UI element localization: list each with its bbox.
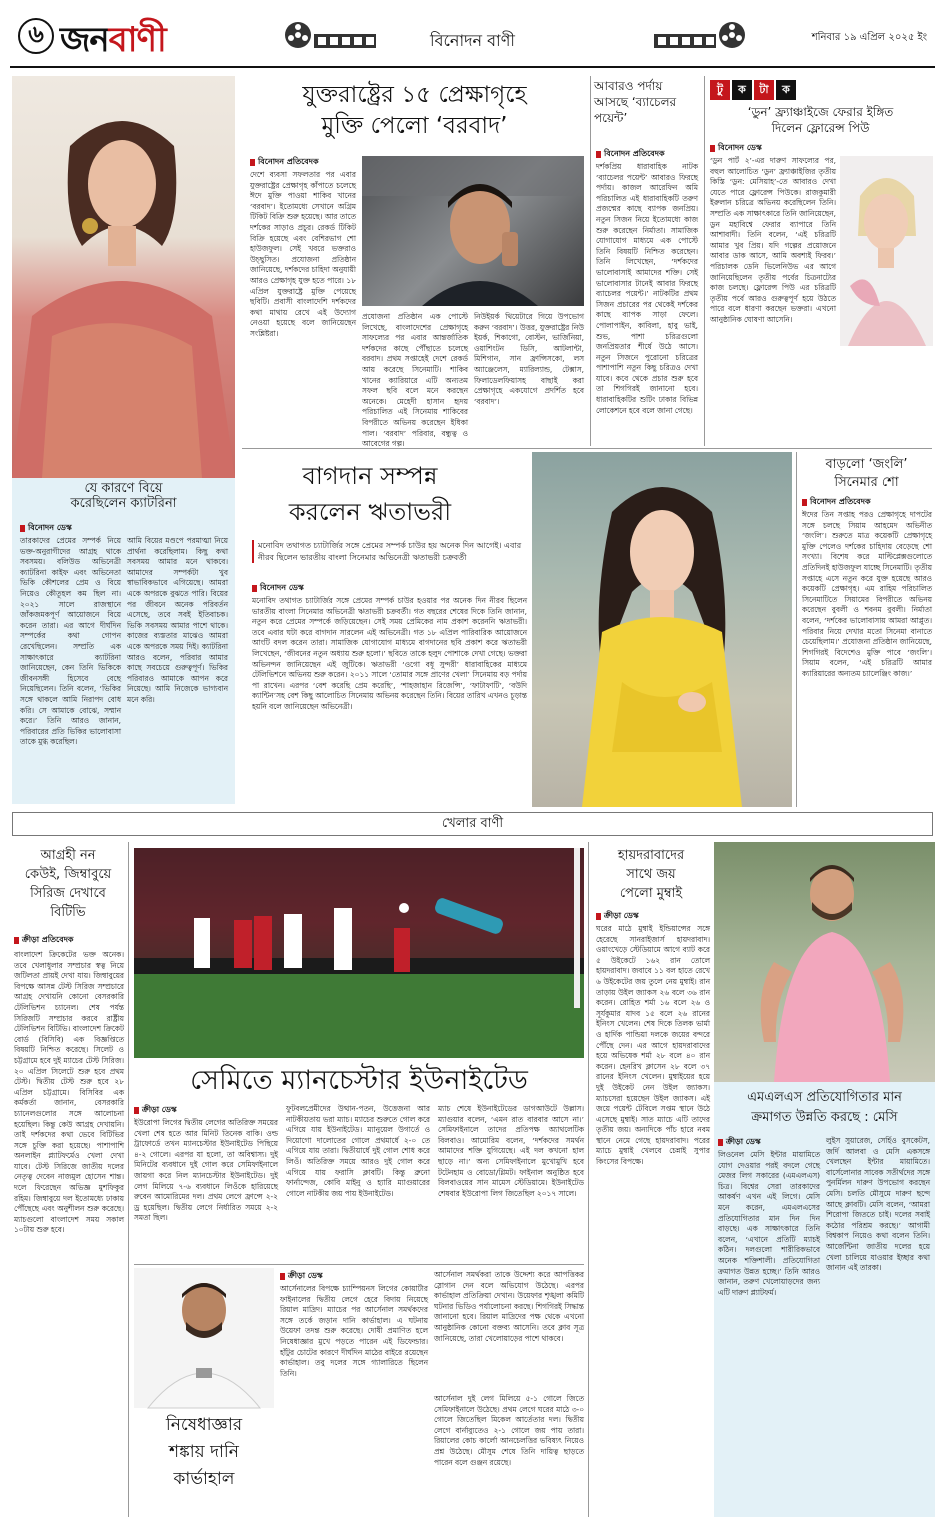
messi-headline — [718, 1088, 931, 1128]
katrina-headline — [18, 482, 229, 512]
borbad-col2: প্রযোজনা প্রতিষ্ঠান এক পোস্টে লিখেছে, বাংলাদেশের প্রেক্ষাগৃহে সাফল্যের পর এবার আন্তর্জাতিক দর্শকদের কাছে পৌঁছাতে চলেছে বরবাদ। প্রথম সপ্তাহেই দেশে রেকর্ড আয় করেছে সিনেমাটি। শাকিব খানের ক্যারিয়ারে এটি অন্যতম সফল ছবি বলে মনে করছেন অনেকে। মেহেদী হাসান হৃদয় পরিচালিত এই সিনেমায় শাকিবের বিপরীতে অভিনয় করেছেন ইধিকা পাল। ‘বরবাদ’ পরিবার, বন্ধুত্ব ও আবেগের গল্প। — [362, 312, 468, 449]
tag-letter: টা — [754, 80, 774, 100]
mumbai-headline-line3: পেলো মুম্বাই — [619, 886, 683, 901]
dune-headline — [708, 104, 933, 136]
jongli-body: ঈদের তিন সপ্তাহ পরও প্রেক্ষাগৃহে দাপটের সঙ্গে চলছে সিয়াম আহমেদ অভিনীত ‘জংলি’। শুরুতে মাত্র কয়েকটি প্রেক্ষাগৃহে মুক্তি পেলেও দর্শকের চাহিদায় বেড়েছে শো সংখ্যা। বিশেষ করে মাল্টিপ্লেক্সগুলোতে প্রতিদিনই হাউজফুল যাচ্ছে সিনেমাটি। তৃতীয় সপ্তাহে এসে নতুন করে যুক্ত হয়েছে আরও কয়েকটি প্রেক্ষাগৃহ। এম রাহিম পরিচালিত সিনেমাটিতে সিয়ামের বিপরীতে অভিনয় করেছেন বুবলী ও শবনম বুবলী। নির্মাতা বলেন, ‘দর্শকের ভালোবাসায় আমরা আপ্লুত। পরিবার নিয়ে দেখার মতো সিনেমা বানাতে চেয়েছিলাম।’ প্রযোজনা প্রতিষ্ঠান জানিয়েছে, শিগগিরই বিদেশেও মুক্তি পাবে ‘জংলি’। সিয়াম বলেন, ‘এই চরিত্রটি আমার ক্যারিয়ারের অন্যতম চ্যালেঞ্জিং কাজ।’ — [802, 510, 932, 678]
zim-byline: ক্রীড়া প্রতিবেদক — [14, 934, 74, 947]
column-rule — [704, 76, 705, 446]
united-byline: ক্রীড়া ডেস্ক — [134, 1104, 177, 1117]
column-rule — [796, 452, 797, 807]
ritabhari-headline-line1: বাগদান সম্পন্ন — [302, 462, 438, 490]
tag-letter: ক — [732, 80, 752, 100]
logo-part-b: বাণী — [108, 20, 166, 60]
mumbai-headline-line2: সাথে জয় — [626, 867, 676, 882]
messi-headline-line1: এমএলএস প্রতিযোগিতার মান — [747, 1090, 902, 1105]
column-rule — [128, 842, 129, 1517]
zim-headline — [12, 846, 124, 922]
katrina-photo — [12, 76, 235, 478]
mumbai-headline — [592, 846, 710, 903]
tag-letter: ক — [776, 80, 796, 100]
jongli-headline-line1: বাড়লো ‘জংলি’ — [825, 457, 908, 472]
carvajal-col2: আর্সেনাল সমর্থকরা তাকে উদ্দেশ্য করে আপত্তিকর স্লোগান দেন বলে অভিযোগ উঠেছে। এরপর কার্ভাহাল প্রতিক্রিয়া দেখান। উয়েফার শৃঙ্খলা কমিটি ঘটনার ভিডিও পর্যালোচনা করছে। শিগগিরই সিদ্ধান্ত জানানো হবে। রিয়াল মাদ্রিদের পক্ষ থেকে এখনো আনুষ্ঠানিক কোনো বক্তব্য আসেনি। তবে ক্লাব সূত্র জানিয়েছে, তারা খেলোয়াড়ের পাশে থাকবে। — [434, 1270, 584, 1343]
carvajal-col3: আর্সেনাল দুই লেগ মিলিয়ে ৫-১ গোলে জিতে সেমিফাইনালে উঠেছে। প্রথম লেগে ঘরের মাঠে ৩-০ গোলে জিতেছিল মিকেল আর্তেতার দল। দ্বিতীয় লেগে বার্নাব্যুতেও ২-১ গোলে জয় পায় তারা। রিয়ালের কোচ কার্লো আনচেলত্তির ভবিষ্যৎ নিয়েও প্রশ্ন উঠেছে। মৌসুম শেষে তিনি দায়িত্ব ছাড়তে পারেন বলে গুঞ্জন রয়েছে। — [434, 1394, 584, 1467]
katrina-headline-line1: যে কারণে বিয়ে — [84, 481, 163, 496]
carvajal-headline-line1: নিষেধাজ্ঞার — [165, 1415, 243, 1435]
ritabhari-headline — [250, 458, 490, 530]
carvajal-article — [134, 1268, 584, 1517]
dune-body: ‘ডুন পার্ট ২’-এর দারুণ সাফল্যের পর, বহুল আলোচিত ‘ডুন’ ফ্র্যাঞ্চাইজির তৃতীয় কিস্তি ‘ডুন: মেসিয়াহ’-তে আবারও দেখা যেতে পারে ফ্লোরেন্স পিউকে। রাজকুমারী ইরুলান চরিত্রে অভিনয় করেছিলেন তিনি। সম্প্রতি এক সাক্ষাৎকারে তিনি জানিয়েছেন, ডুন মহাবিশ্বে ফেরার ব্যাপারে তিনি আশাবাদী। তিনি বলেন, ‘এই চরিত্রটি আমার খুব প্রিয়। যদি গল্পের প্রয়োজনে আবার ডাক আসে, আমি অবশ্যই ফিরব।’ পরিচালক ডেনি ভিলেনিউভ এর আগে জানিয়েছিলেন তৃতীয় পর্বের চিত্রনাট্যের কাজ চলছে। ফ্লোরেন্স পিউ এর চরিত্রটি তৃতীয় পর্বে আরও গুরুত্বপূর্ণ হয়ে উঠতে পারে বলে ধারণা করছেন ভক্তরা। এখনো আনুষ্ঠানিক ঘোষণা আসেনি। — [710, 156, 836, 324]
shakib-photo — [362, 156, 584, 306]
mumbai-byline: ক্রীড়া ডেস্ক — [596, 910, 639, 923]
carvajal-headline-line3: কার্ভাহাল — [173, 1469, 235, 1489]
florence-pugh-photo — [840, 156, 933, 346]
tuktak-tag — [710, 80, 796, 100]
katrina-article — [12, 478, 235, 804]
sports-section-header — [12, 812, 933, 836]
zim-headline-line4: বিটিভি — [50, 905, 86, 920]
messi-headline-line2: ক্রমাগত উন্নতি করছে : মেসি — [751, 1110, 898, 1125]
messi-article — [714, 842, 935, 1517]
borbad-headline-line1: যুক্তরাষ্ট্রের ১৫ প্রেক্ষাগৃহে — [302, 82, 527, 108]
bachelor-article — [594, 76, 700, 446]
carvajal-byline: ক্রীড়া ডেস্ক — [280, 1270, 323, 1283]
borbad-headline-line2: মুক্তি পেলো ‘বরবাদ’ — [321, 113, 508, 139]
mumbai-article — [592, 842, 710, 1517]
bachelor-headline-line3: পয়েন্ট’ — [594, 111, 628, 125]
borbad-col3: নিউইয়র্ক থিয়েটারে গিয়ে উপভোগ করুন ‘বরবাদ’। উত্তর, যুক্তরাষ্ট্রের নিউ ইয়র্ক, শিকাগো, বোস্টন, ভার্জিনিয়া, ওয়াশিংটন ডিসি, আটলান্টা, মিশিগান, সান ফ্রান্সিসকো, লস অ্যাঞ্জেলেস, ম্যারিল্যান্ড, টেক্সাস, ফিলাডেলফিয়াসহ বাছাই করা প্রেক্ষাগৃহে একযোগে প্রদর্শিত হবে ‘বরবাদ’। — [474, 312, 584, 406]
carvajal-headline — [134, 1412, 274, 1493]
ritabhari-photo — [532, 452, 792, 807]
film-reel-icon — [650, 20, 750, 56]
sports-section-title: খেলার বাণী — [441, 815, 504, 831]
dune-article — [708, 76, 933, 446]
borbad-headline — [242, 80, 587, 142]
ritabhari-lede: মনোবিদ তথাগত চ্যাটার্জির সঙ্গে প্রেমের সম্পর্ক চাউর হয় অনেক দিন আগেই। এবার নীরব ছিলেন ভারতীয় বাংলা সিনেমার অভিনেত্রী ঋতাভরী চক্রবর্তী — [252, 540, 527, 563]
messi-byline: ক্রীড়া ডেস্ক — [718, 1136, 761, 1149]
zim-headline-line3: সিরিজ দেখাবে — [30, 886, 106, 901]
tag-letter: টু — [710, 80, 730, 100]
carvajal-headline-line2: শঙ্কায় দানি — [169, 1442, 239, 1462]
column-rule — [590, 76, 591, 446]
united-article — [134, 1104, 584, 1262]
page-number-badge — [18, 18, 54, 54]
ritabhari-headline-line2: করলেন ঋতাভরী — [288, 498, 452, 526]
zim-article — [12, 842, 124, 1517]
zim-headline-line2: কেউই, জিম্বাবুয়ে — [24, 867, 112, 882]
united-headline: সেমিতে ম্যানচেস্টার ইউনাইটেড — [190, 1065, 528, 1096]
bachelor-headline-line2: আসছে ‘ব্যাচেলর — [594, 95, 677, 109]
ritabhari-byline: বিনোদন ডেস্ক — [252, 582, 304, 595]
jongli-headline-line2: সিনেমার শো — [834, 475, 899, 490]
ritabhari-article — [242, 452, 792, 807]
messi-col2: লুইস সুয়ারেজ, সের্হিও বুসকেটস, জর্দি আলবা ও মেসি একসঙ্গে খেলছেন ইন্টার মায়ামিতে। বার্সেলোনার সাবেক সতীর্থদের সঙ্গে পুনর্মিলন দারুণ উপভোগ করছেন মেসি। চলতি মৌসুমে দারুণ ছন্দে আছে ক্লাবটি। মেসি বলেন, ‘আমরা শিরোপা জিততে চাই। দলের সবাই কঠোর পরিশ্রম করছে।’ আগামী বিশ্বকাপ নিয়েও কথা বলেন তিনি। আর্জেন্টিনা জাতীয় দলের হয়ে খেলা চালিয়ে যাওয়ার ইচ্ছার কথা জানান এই তারকা। — [826, 1136, 930, 1273]
dune-headline-line2: দিলেন ফ্লোরেন্স পিউ — [771, 121, 870, 135]
united-col3: ম্যাচ শেষে ইউনাইটেডের ডাগআউটে উল্লাস। ম্যাগুয়ার বলেন, ‘এমন রাত বারবার আসে না।’ সেমিফাইনালে তাদের প্রতিপক্ষ অ্যাথলেটিক বিলবাও। আমোরিম বলেন, ‘দর্শকদের সমর্থন আমাদের শক্তি যুগিয়েছে। এই দল কখনো হাল ছাড়ে না।’ অন্য সেমিফাইনালে মুখোমুখি হবে টটেনহাম ও বোডো/গ্লিমট। ফাইনাল অনুষ্ঠিত হবে বিলবাওয়ের সান মামেস স্টেডিয়ামে। ইউনাইটেড শেষবার ইউরোপা লিগ জিতেছিল ২০১৭ সালে। — [438, 1104, 584, 1198]
bachelor-byline: বিনোদন প্রতিবেদক — [596, 148, 665, 161]
column-rule — [588, 842, 589, 1517]
mumbai-headline-line1: হায়দরাবাদের — [617, 848, 685, 863]
katrina-headline-line2: করেছিলেন ক্যাটরিনা — [70, 495, 177, 511]
jongli-article — [800, 452, 933, 807]
bachelor-headline-line1: আবারও পর্দায় — [594, 79, 663, 93]
katrina-byline: বিনোদন ডেস্ক — [20, 522, 72, 535]
united-col1: ইউরোপা লিগের দ্বিতীয় লেগের অতিরিক্ত সময়ের খেলা শেষ হতে আর মিনিট তিনেক বাকি। ওল্ড ট্রাফোর্ডে তখন ম্যানচেস্টার ইউনাইটেড পিছিয়ে ৪-২ গোলে। এরপর যা হলো, তা অবিশ্বাস্য। দুই মিনিটের ব্যবধানে দুই গোল করে সেমিফাইনালে জায়গা করে নিল ম্যানচেস্টার ইউনাইটেড। দুই লেগ মিলিয়ে ৭-৬ ব্যবধানে লিওঁকে হারিয়েছে রুবেন আমোরিমের দল। প্রথম লেগে ফ্রান্সে ২-২ ড্র হয়েছিল। দ্বিতীয় লেগে নির্ধারিত সময়ে ২-২ সমতা ছিল। — [134, 1118, 278, 1223]
zim-headline-line1: আগ্রহী নন — [40, 848, 96, 863]
masthead-rule — [10, 66, 935, 68]
newspaper-logo — [60, 14, 166, 71]
messi-col1: লিওনেল মেসি ইন্টার মায়ামিতে যোগ দেওয়ার পরই বদলে গেছে মেজর লিগ সকারের (এমএলএস) চিত্র। বিশ্বের সেরা তারকাদের আকর্ষণ এখন এই লিগে। মেসি মনে করেন, এমএলএসের প্রতিযোগিতার মান দিন দিন বাড়ছে। এক সাক্ষাৎকারে তিনি বলেন, ‘এখানে প্রতিটি ম্যাচই কঠিন। দলগুলো শারীরিকভাবে অনেক শক্তিশালী। প্রতিযোগিতা ক্রমাগত উন্নত হচ্ছে।’ তিনি আরও জানান, তরুণ খেলোয়াড়দের জন্য এটি দারুণ প্ল্যাটফর্ম। — [718, 1150, 820, 1297]
borbad-col1: দেশে ব্যবসা সফলতার পর এবার যুক্তরাষ্ট্রের প্রেক্ষাগৃহ কাঁপাতে চলেছে ঈদে মুক্তি পাওয়া শাকিব খানের ‘বরবাদ’। ইতোমধ্যে সেখানে অগ্রিম টিকিট বিক্রি শুরু হয়েছে। আর তাতে দর্শকের সাড়াও প্রচুর। রেকর্ড টিকিট বিক্রি হয়েছে এবং বেশিরভাগ শো হাউজফুল। সেই খবরে ভক্তরাও উচ্ছ্বসিত। প্রযোজনা প্রতিষ্ঠান জানিয়েছে, দর্শকদের চাহিদা অনুযায়ী আরও প্রেক্ষাগৃহ যুক্ত হতে পারে। ১৮ এপ্রিল যুক্তরাষ্ট্রে মুক্তি পেয়েছে ছবিটি। প্রবাসী বাংলাদেশি দর্শকদের কথা মাথায় রেখে এই উদ্যোগ নেওয়া হয়েছে বলে জানিয়েছেন সংশ্লিষ্টরা। — [250, 170, 356, 338]
bachelor-body: দর্শকপ্রিয় ধারাবাহিক নাটক ‘ব্যাচেলর পয়েন্ট’ আবারও ফিরছে পর্দায়। কাজল আরেফিন অমি পরিচালিত এই ধারাবাহিকটি তরুণ প্রজন্মের কাছে ব্যাপক জনপ্রিয়। নতুন সিজন নিয়ে ইতোমধ্যে কাজ শুরু করেছেন নির্মাতা। সামাজিক যোগাযোগ মাধ্যমে এক পোস্টে তিনি বিষয়টি নিশ্চিত করেছেন। তিনি লিখেছেন, ‘দর্শকদের ভালোবাসাই আমাদের শক্তি। সেই ভালোবাসার টানেই আবার ফিরছে ব্যাচেলর পয়েন্ট।’ নাটকটির প্রথম সিজন প্রচারের পর থেকেই দর্শকের কাছে ব্যাপক সাড়া ফেলে। পোলাপাইন, কাবিলা, হাবু ভাই, শুভ, পাশা চরিত্রগুলো জনপ্রিয়তার শীর্ষে উঠে আসে। নতুন সিজনে পুরোনো চরিত্রের পাশাপাশি নতুন কিছু চরিত্রও দেখা যাবে। কবে থেকে প্রচার শুরু হবে তা শিগগিরই জানানো হবে। ধারাবাহিকটির শুটিং ঢাকার বিভিন্ন লোকেশনে হবে বলে জানা গেছে। — [596, 162, 698, 415]
united-col2: ফুটবলপ্রেমীদের উত্থান-পতন, উত্তেজনা আর নাটকীয়তায় ভরা ম্যাচ। ম্যাচের শুরুতে গোল করে এগিয়ে যায় ইউনাইটেড। ম্যানুয়েল উগার্তে ও দিয়োগো দালোতের গোলে প্রথমার্ধে ২-০ তে এগিয়ে যায় তারা। দ্বিতীয়ার্ধে দুই গোল শোধ করে লিওঁ। অতিরিক্ত সময়ে আরও দুই গোল করে এগিয়ে যায় ফরাসি ক্লাবটি। কিন্তু ব্রুনো ফার্নান্দেজ, কোবি মাইনু ও হ্যারি ম্যাগুয়ারের গোলে নাটকীয় জয় পায় ইউনাইটেড। — [286, 1104, 430, 1198]
bachelor-headline — [594, 78, 700, 126]
mumbai-body: ঘরের মাঠে মুম্বাই ইন্ডিয়ান্সের সঙ্গে হেরেছে সানরাইজার্স হায়দরাবাদ। ওয়াংখেড়ে স্টেডিয়ামে আগে ব্যাট করে ৫ উইকেটে ১৬২ রান তোলে হায়দরাবাদ। জবাবে ১১ বল হাতে রেখে ৬ উইকেটের জয় তুলে নেয় মুম্বাই। রান তাড়ায় উইল জ্যাকস ২৬ বলে ৩৬ রান করেন। রোহিত শর্মা ১৬ বলে ২৬ ও সূর্যকুমার যাদব ১৫ বলে ২৬ রানের ইনিংস খেলেন। শেষ দিকে তিলক ভার্মা ও হার্দিক পান্ডিয়া দলকে জয়ের বন্দরে পৌঁছে দেন। এর আগে হায়দরাবাদের হয়ে অভিষেক শর্মা ২৮ বলে ৪০ রান করেন। হেনরিখ ক্লাসেন ২৮ বলে ৩৭ রানের ইনিংস খেলেন। মুম্বাইয়ের হয়ে দুই উইকেট নেন উইল জ্যাকস। ম্যাচসেরা হয়েছেন উইল জ্যাকস। এই জয়ে পয়েন্ট টেবিলে সপ্তম স্থানে উঠে এসেছে মুম্বাই। সাত ম্যাচে এটি তাদের তৃতীয় জয়। অন্যদিকে পাঁচ হারে নবম স্থানে নেমে গেছে হায়দরাবাদ। পরের ম্যাচে মুম্বাই খেলবে চেন্নাই সুপার কিংসের বিপক্ষে। — [596, 924, 710, 1167]
dune-byline: বিনোদন ডেস্ক — [710, 142, 762, 155]
jongli-byline: বিনোদন প্রতিবেদক — [802, 496, 871, 509]
publication-date: শনিবার ১৯ এপ্রিল ২০২৫ ইং — [811, 32, 927, 43]
man-united-photo — [134, 848, 584, 1058]
jongli-headline — [800, 456, 933, 492]
carvajal-col1: আর্সেনালের বিপক্ষে চ্যাম্পিয়নস লিগের কোয়ার্টার ফাইনালের দ্বিতীয় লেগে হেরে বিদায় নিয়েছে রিয়াল মাদ্রিদ। ম্যাচের পর আর্সেনাল সমর্থকদের সঙ্গে তর্কে জড়ান দানি কার্ভাহাল। এ ঘটনায় উয়েফা তদন্ত শুরু করেছে। দোষী প্রমাণিত হলে নিষেধাজ্ঞার মুখে পড়তে পারেন এই ডিফেন্ডার। হাঁটুর চোটের কারণে দীর্ঘদিন মাঠের বাইরে রয়েছেন কার্ভাহাল। তবু দলের সঙ্গে গ্যালারিতে ছিলেন তিনি। — [280, 1284, 428, 1378]
film-reel-icon — [280, 20, 380, 56]
katrina-col2: আমি বিয়ের মণ্ডপে পরমাত্মা নিয়ে প্রার্থনা করেছিলাম। কিছু কথা সবসময় আমার মনে থাকবে। আমাদের সম্পর্কটা খুব স্বাভাবিকভাবে এগিয়েছে। আমরা একে অপরকে বুঝতে পারি। বিয়ের পর জীবনে অনেক পরিবর্তন এসেছে, তবে সবই ইতিবাচক। ভিকি সবসময় আমার পাশে থাকে। কাজের ব্যস্ততার মাঝেও আমরা একে অপরকে সময় দিই। ক্যাটরিনা আরও বলেন, পরিবার আমার কাছে সবচেয়ে গুরুত্বপূর্ণ। ভিকির পরিবারও আমাকে আপন করে নিয়েছে। আমি নিজেকে ভাগ্যবান মনে করি। — [127, 536, 228, 704]
dune-headline-line1: ‘ডুন’ ফ্র্যাঞ্চাইজে ফেরার ইঙ্গিত — [747, 105, 894, 119]
section-title: বিনোদন বাণী — [430, 31, 515, 50]
borbad-byline: বিনোদন প্রতিবেদক — [250, 156, 319, 169]
borbad-article — [242, 76, 587, 449]
katrina-col1: তারকাদের প্রেমের সম্পর্ক নিয়ে ভক্ত-অনুরাগীদের আগ্রহ থাকে সবসময়। বলিউড অভিনেত্রী ক্যাটরিনা কাইফ এবং অভিনেতা ভিকি কৌশলের প্রেম ও বিয়ে নিয়েও কৌতূহল কম ছিল না। ২০২১ সালে রাজস্থানে জাঁকজমকপূর্ণ আয়োজনে বিয়ে করেন তারা। এর আগে দীর্ঘদিন সম্পর্কের কথা গোপন রেখেছিলেন। সম্প্রতি এক সাক্ষাৎকারে ক্যাটরিনা জানিয়েছেন, কেন তিনি ভিকিকে জীবনসঙ্গী হিসেবে বেছে নিয়েছিলেন। তিনি বলেন, ‘ভিকির সঙ্গে থাকলে আমি নিরাপদ বোধ করি। সে আমাকে বোঝে, সম্মান করে।’ তিনি আরও জানান, পরিবারের প্রতি ভিকির ভালোবাসা তাকে মুগ্ধ করেছিল। — [20, 536, 121, 747]
masthead — [10, 14, 935, 72]
article-rule — [134, 1264, 584, 1265]
messi-photo — [714, 842, 935, 1082]
page-number: ৬ — [28, 20, 44, 48]
section-rule — [242, 448, 932, 449]
logo-part-a: জন — [60, 20, 109, 60]
zim-body: বাংলাদেশ ক্রিকেটের ভক্ত অনেক। তবে খেলাধুলার সম্প্রচার স্বত্ব নিয়ে জটিলতা প্রায়ই দেখা যায়। জিম্বাবুয়ের বিপক্ষে আসন্ন টেস্ট সিরিজ সম্প্রচারে আগ্রহ দেখায়নি কোনো বেসরকারি টেলিভিশন চ্যানেল। শেষ পর্যন্ত সিরিজটি সম্প্রচার করবে রাষ্ট্রীয় টেলিভিশন বিটিভি। বাংলাদেশ ক্রিকেট বোর্ড (বিসিবি) এক বিজ্ঞপ্তিতে বিষয়টি নিশ্চিত করেছে। সিলেট ও চট্টগ্রামে হবে দুই ম্যাচের টেস্ট সিরিজ। ২০ এপ্রিল সিলেটে শুরু হবে প্রথম টেস্ট। দ্বিতীয় টেস্ট শুরু হবে ২৮ এপ্রিল চট্টগ্রামে। বিসিবির এক কর্মকর্তা জানান, বেসরকারি চ্যানেলগুলোর সঙ্গে আলোচনা হয়েছিল। কিন্তু কেউ আগ্রহ দেখায়নি। তাই দর্শকদের কথা ভেবে বিটিভির সঙ্গে চুক্তি করা হয়েছে। পাশাপাশি অনলাইন প্ল্যাটফর্মেও খেলা দেখা যাবে। টেস্ট সিরিজে জাতীয় দলের নেতৃত্ব দেবেন নাজমুল হোসেন শান্ত। দলে ফিরেছেন অভিজ্ঞ মুশফিকুর রহিম। জিম্বাবুয়ে দল ইতোমধ্যে ঢাকায় পৌঁছেছে এবং অনুশীলন শুরু করেছে। ম্যাচগুলো বাংলাদেশ সময় সকাল ১০টায় শুরু হবে। — [14, 950, 124, 1235]
ritabhari-body: মনোবিদ তথাগত চ্যাটার্জির সঙ্গে প্রেমের সম্পর্ক চাউর হওয়ার পর অনেক দিন নীরব ছিলেন ভারতীয় বাংলা সিনেমার অভিনেত্রী ঋতাভরী চক্রবর্তী। গত বছরের শেষের দিকে তিনি জানান, নতুন করে প্রেমের সম্পর্কে জড়িয়েছেন। সেই সময় প্রেমিকের নাম প্রকাশ করেননি ঋতাভরী। তবে এবার ঘটা করে বাগদান সারলেন এই অভিনেত্রী। গত ১৮ এপ্রিল পারিবারিক আয়োজনে আংটি বদল করেন তারা। সামাজিক যোগাযোগ মাধ্যমে বাগদানের ছবি প্রকাশ করে ঋতাভরী লিখেছেন, ‘জীবনের নতুন অধ্যায় শুরু হলো।’ ছবিতে তাকে হলুদ পোশাকে দেখা গেছে। ভক্তরা অভিনন্দন জানিয়েছেন এই জুটিকে। ঋতাভরী ‘ওগো বধূ সুন্দরী’ ধারাবাহিকের মাধ্যমে টেলিভিশনে অভিনয় শুরু করেন। ২০১১ সালে ‘তোমার সঙ্গে প্রাণের খেলা’ সিনেমায় বড় পর্দায় পা রাখেন। এরপর ‘বেশ করেছি প্রেম করেছি’, ‘শাহজাহান রিজেন্সি’, ‘ফাটাফাটি’, ‘বউদি ক্যান্টিন’সহ বেশ কিছু আলোচিত সিনেমায় অভিনয় করেছেন তিনি। বিয়ের তারিখ এখনও চূড়ান্ত হয়নি বলে জানিয়েছেন অভিনেত্রী। — [252, 596, 527, 711]
